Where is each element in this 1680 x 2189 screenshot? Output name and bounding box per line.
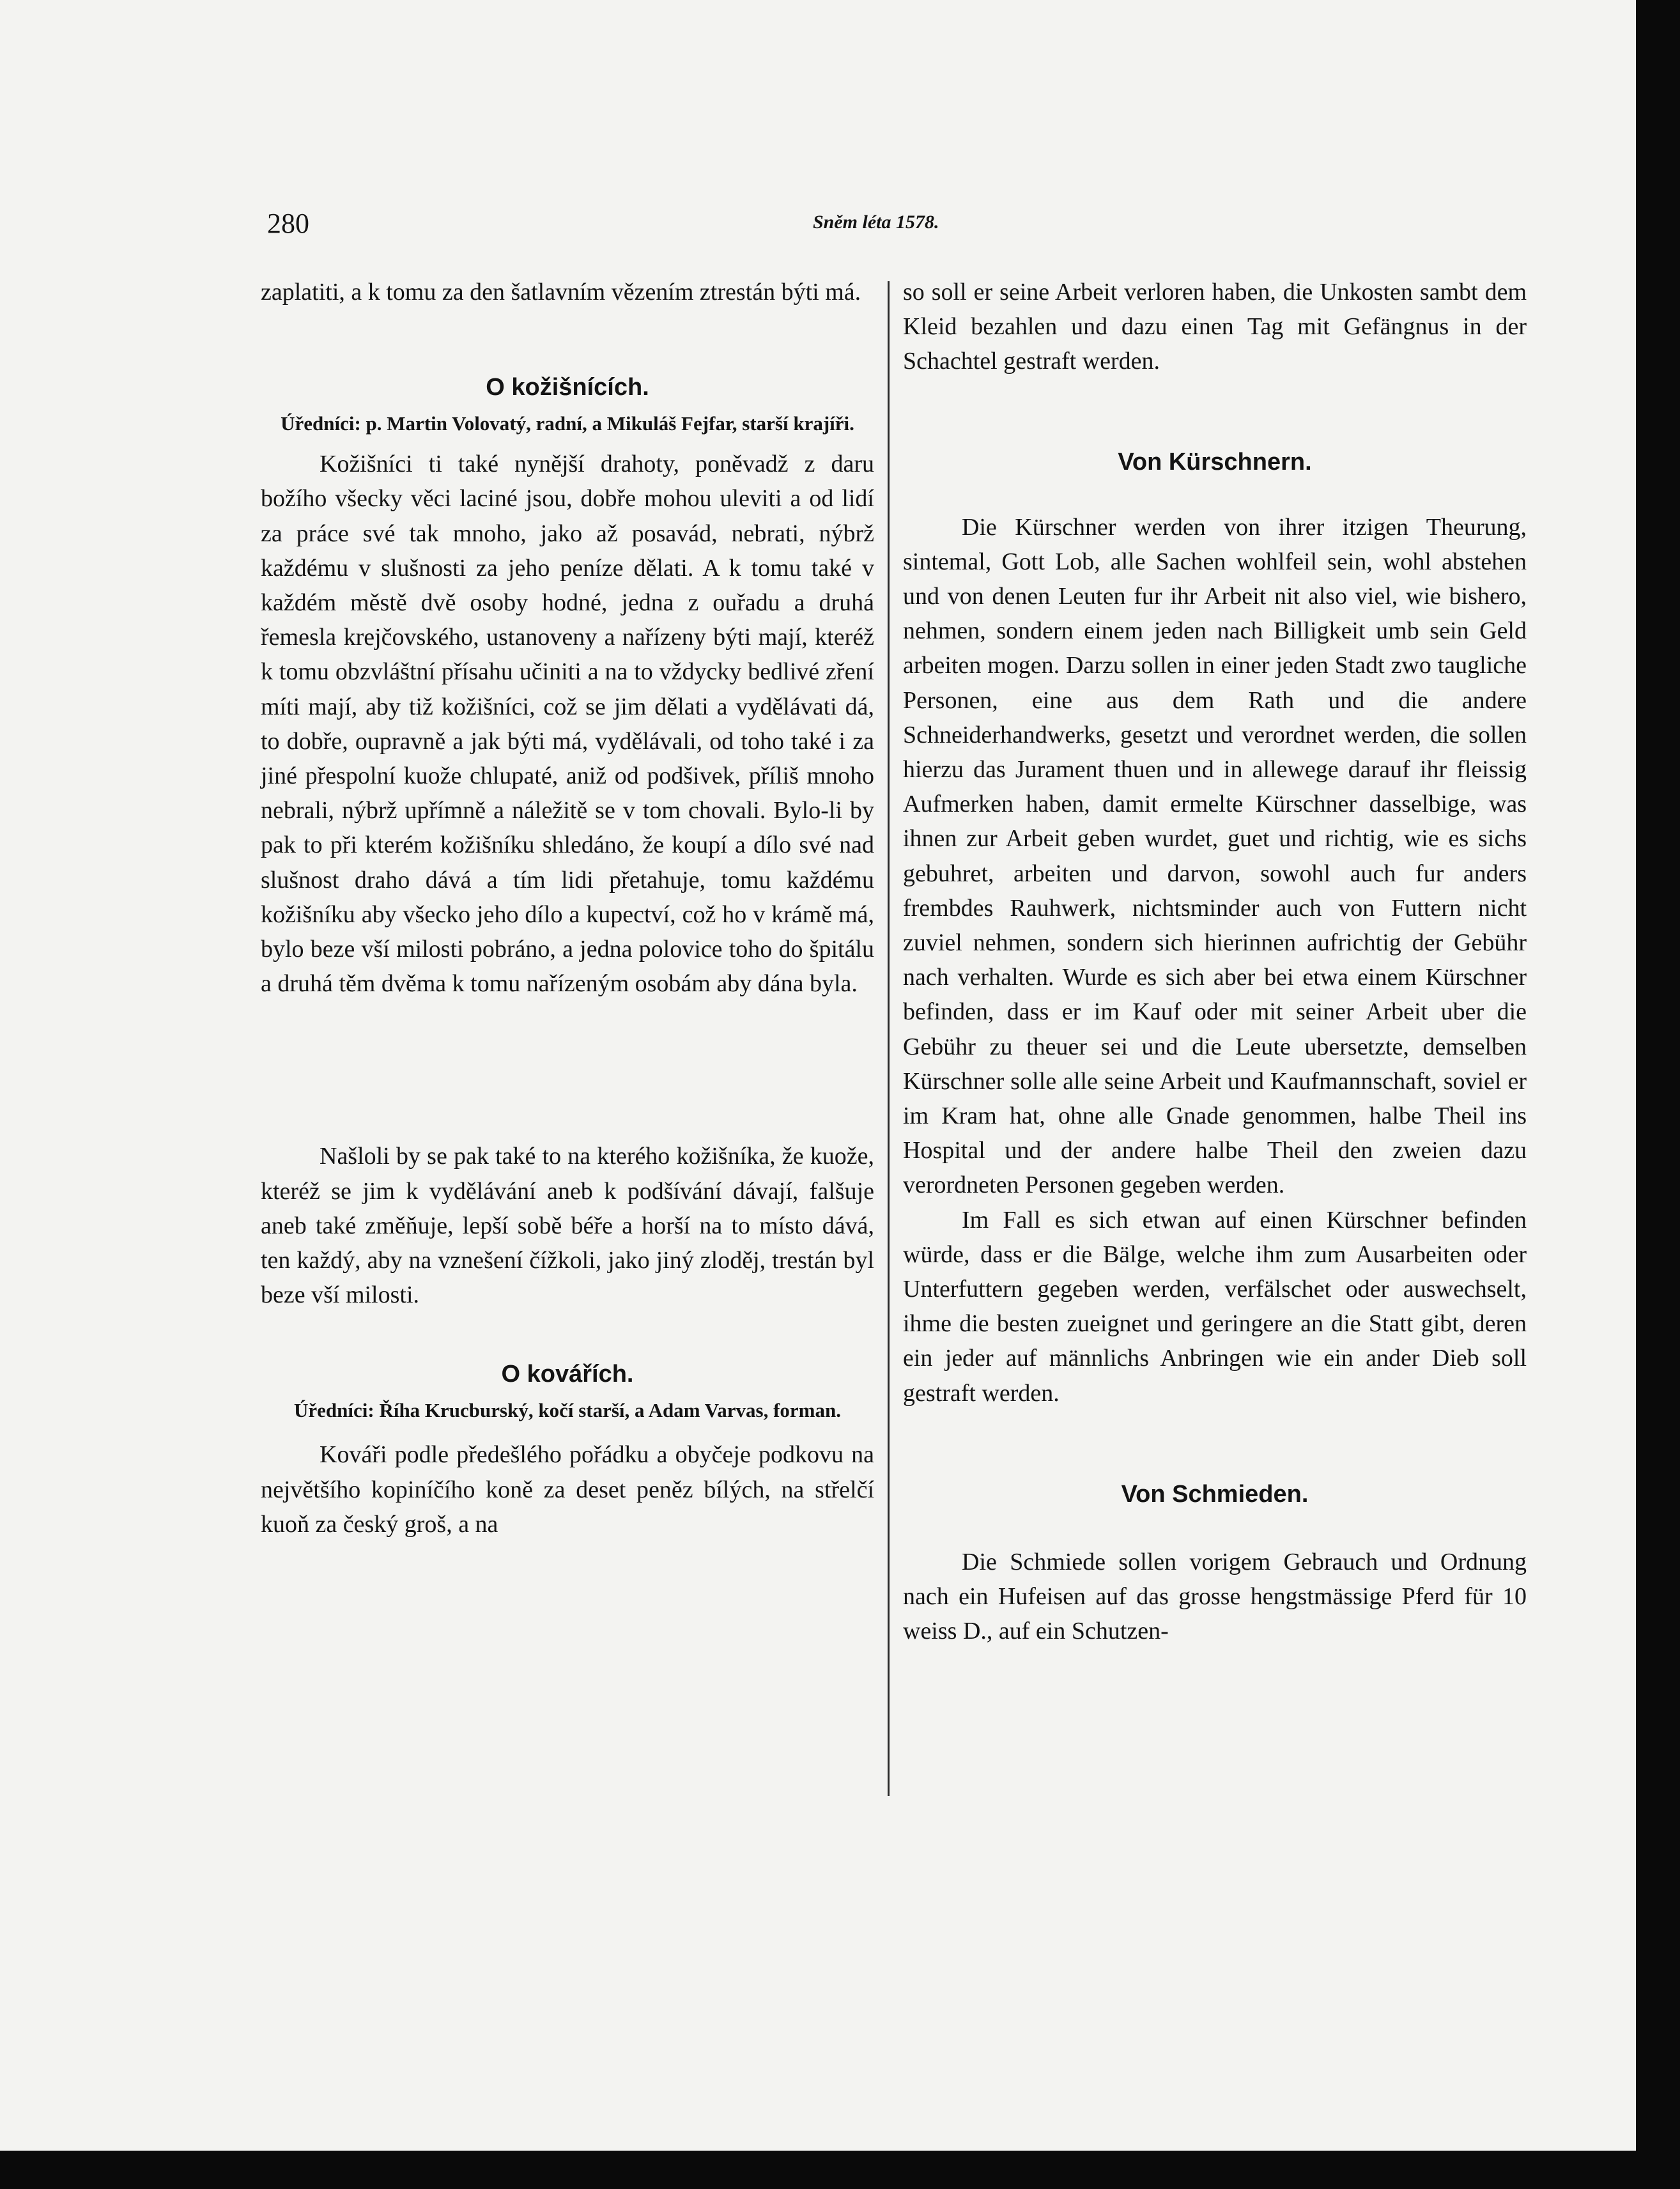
- officials-kovari: Úředníci: Říha Krucburský, kočí starší, a Adam Varvas, forman.: [294, 1399, 841, 1422]
- paragraph-schmieden-1: Die Schmiede sollen vorigem Gebrauch und Ordnung nach ein Hufeisen auf das grosse hengstmässige Pferd für 10 weiss D., auf ein Schutzen-: [903, 1548, 1527, 1645]
- paragraph-kozisnici-2: Našloli by se pak také to na kterého kožišníka, že kuože, kteréž se jim k vydělávání aneb k podšívání dávají, falšuje aneb také změňuje, lepší sobě béře a horší na to místo dává, ten každý, aby na vznešení čížkoli, jako jiný zloděj, trestán byl beze vší milosti.: [261, 1143, 874, 1309]
- paragraph-kurschnern-2: Im Fall es sich etwan auf einen Kürschner befinden würde, dass er die Bälge, welche ihm zum Ausarbeiten oder Unterfuttern gegeben werden, verfälschet oder auswechselt, ihme die besten zueignet und geringere an die Statt gibt, deren ein jeder auf männlichs Anbringen wie ein ander Dieb soll gestraft werden.: [903, 1206, 1527, 1407]
- paragraph-kovari-1: Kováři podle předešlého pořádku a obyčeje podkovu na největšího kopiníčího koně za deset peněz bílých, na střelčí kuoň za český groš, a na: [261, 1441, 874, 1538]
- paragraph-kozisnici-1: Kožišníci ti také nynější drahoty, poněvadž z daru božího všecky věci laciné jsou, dobře mohou uleviti a od lidí za práce své tak mnoho, jako až posavád, nebrati, nýbrž každému v slušnosti za jeho peníze dělati. A k tomu také v každém městě dvě osoby hodné, jedna z ouřadu a druhá řemesla krejčovského, ustanoveny a nařízeny býti mají, kteréž k tomu obzvláštní přísahu učiniti a na to vždycky bedlivé zření míti mají, aby tiž kožišníci, což se jim dělati a vydělávati dá, to dobře, oupravně a jak býti má, vydělávali, od toho také i za jiné přespolní kuože chlupaté, aniž od podšivek, příliš mnoho nebrali, nýbrž upřímně a náležitě se v tom chovali. Bylo-li by pak to při kterém kožišníku shledáno, že koupí a dílo své nad slušnost draho dává a tím lidi přetahuje, tomu každému kožišníku aby všecko jeho dílo a kupectví, což ho v krámě má, bylo beze vší milosti pobráno, a jedna polovice toho do špitálu a druhá těm dvěma k tomu nařízeným osobám aby dána byla.: [261, 451, 874, 998]
- section-heading-kovari: O kovářích.: [501, 1361, 634, 1388]
- right-continuation-text: so soll er seine Arbeit verloren haben, die Unkosten sambt dem Kleid bezahlen und dazu einen Tag mit Gefängnus in der Schachtel gestraft werden.: [903, 279, 1527, 375]
- column-divider: [888, 281, 890, 1796]
- section-heading-kozisnici: O kožišnících.: [486, 374, 649, 401]
- officials-kozisnici: Úředníci: p. Martin Volovatý, radní, a Mikuláš Fejfar, starší krajíři.: [281, 412, 854, 435]
- paragraph-kurschnern-1: Die Kürschner werden von ihrer itzigen Theurung, sintemal, Gott Lob, alle Sachen wohlfeil sein, wohl abstehen und von denen Leuten fur ihr Arbeit nit also viel, wie bishero, nehmen, sondern einem jeden nach Billigkeit umb sein Geld arbeiten mogen. Darzu sollen in einer jeden Stadt zwo taugliche Personen, eine aus dem Rath und die andere Schneiderhandwerks, gesetzt und verordnet werden, die sollen hierzu das Jurament thuen und in allewege darauf ihr fleissig Aufmerken haben, damit ermelte Kürschner dasselbige, was ihnen zur Arbeit geben wurdet, guet und richtig, wie es sichs gebuhret, arbeiten und darvon, sowohl auch fur anders frembdes Rauhwerk, nichtsminder auch von Futtern nicht zuviel nehmen, sondern sich hierinnen aufrichtig der Gebühr nach verhalten. Wurde es sich aber bei etwa einem Kürschner befinden, dass er im Kauf oder mit seiner Arbeit uber die Gebühr zu theuer sei und die Leute ubersetzte, demselben Kürschner solle alle seine Arbeit und Kaufmannschaft, soviel er im Kram hat, ohne alle Gnade genommen, halbe Theil ins Hospital und der andere halbe Theil den zweien dazu verordneten Personen gegeben werden.: [903, 513, 1527, 1199]
- page-number: 280: [267, 208, 309, 239]
- section-heading-kurschnern: Von Kürschnern.: [1118, 448, 1312, 476]
- running-title: Sněm léta 1578.: [813, 212, 939, 233]
- left-column-czech: [261, 275, 874, 1542]
- section-heading-schmieden: Von Schmieden.: [1121, 1480, 1309, 1508]
- left-continuation-text: zaplatiti, a k tomu za den šatlavním vězením ztrestán býti má.: [261, 279, 861, 306]
- right-column-german: [903, 275, 1527, 1649]
